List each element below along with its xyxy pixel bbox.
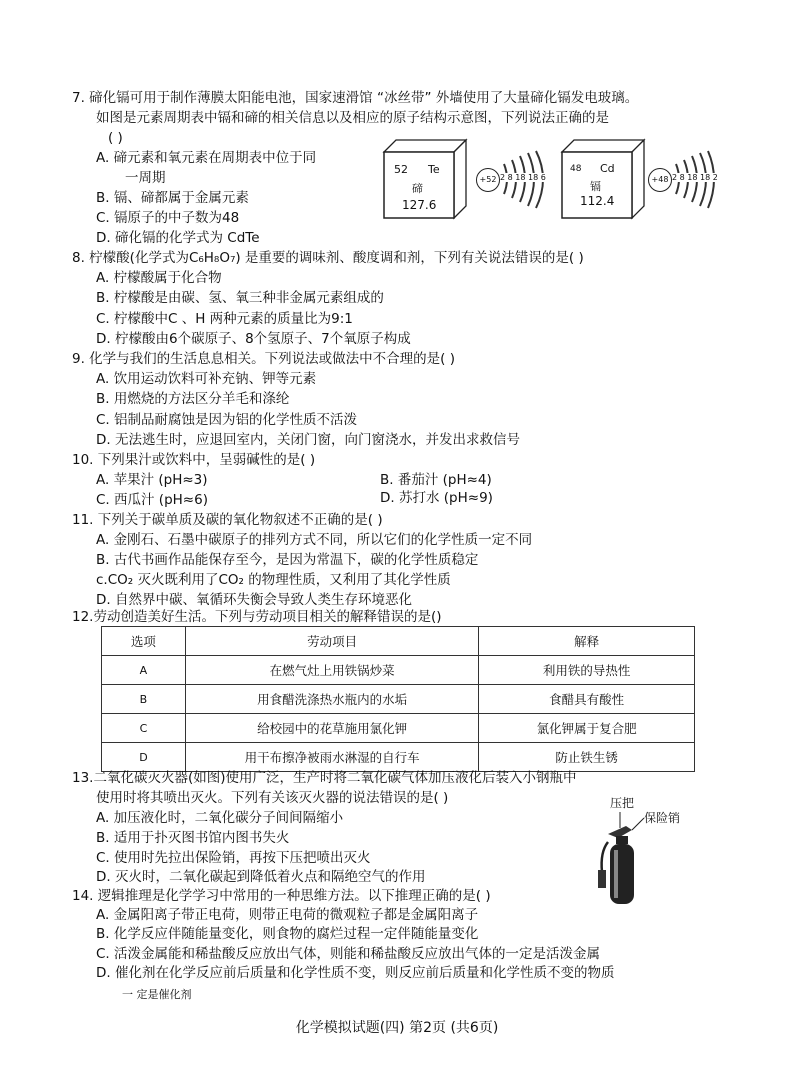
q11-option-d: D. 自然界中碳、氧循环失衡会导致人类生存环境恶化	[96, 592, 412, 608]
q11-stem: 11. 下列关于碳单质及碳的氧化物叙述不正确的是( )	[72, 512, 383, 528]
te-mass: 127.6	[402, 198, 437, 212]
q13-option-d: D. 灭火时，二氧化碳起到降低着火点和隔绝空气的作用	[96, 869, 426, 885]
q14-option-a: A. 金属阳离子带正电荷，则带正电荷的微观粒子都是金属阳离子	[96, 907, 479, 923]
q14-option-d: D. 催化剂在化学反应前后质量和化学性质不变，则反应前后质量和化学性质不变的物质	[96, 965, 615, 981]
header-project: 劳动项目	[185, 627, 478, 656]
q14-option-d-cont: 一 定是催化剂	[122, 988, 192, 1001]
table-row	[102, 685, 695, 714]
safety-pin-label: 保险销	[644, 811, 681, 825]
tellurium-cell	[380, 136, 470, 220]
q8-option-b: B. 柠檬酸是由碳、氢、氧三种非金属元素组成的	[96, 290, 384, 306]
q8-stem: 8. 柠檬酸(化学式为C₆H₈O₇) 是重要的调味剂、酸度调和剂，下列有关说法错误的是( )	[72, 250, 584, 266]
q7-option-d: D. 碲化镉的化学式为 CdTe	[96, 230, 260, 246]
cadmium-cell	[558, 136, 648, 220]
q7-option-c: C. 镉原子的中子数为48	[96, 210, 240, 226]
labor-table	[101, 626, 695, 772]
te-symbol: Te	[428, 163, 440, 176]
row-project: 在燃气灶上用铁锅炒菜	[185, 656, 478, 685]
q10-option-b: B. 番茄汁 (pH≈4)	[380, 472, 492, 488]
q10-stem: 10. 下列果汁或饮料中，呈弱碱性的是( )	[72, 452, 316, 468]
page-footer: 化学模拟试题(四) 第2页 (共6页)	[295, 1020, 499, 1036]
tellurium-atom-diagram	[474, 150, 554, 210]
q12-stem: 12.劳动创造美好生活。下列与劳动项目相关的解释错误的是()	[72, 609, 442, 625]
element-figure	[372, 136, 722, 220]
q13-option-c: C. 使用时先拉出保险销，再按下压把喷出灭火	[96, 850, 371, 866]
q7-option-a: A. 碲元素和氧元素在周期表中位于同	[96, 150, 317, 166]
q13-line2: 使用时将其喷出灭火。下列有关该灭火器的说法错误的是( )	[96, 790, 449, 806]
row-option: D	[102, 743, 186, 772]
table-header-row	[102, 627, 695, 656]
header-option: 选项	[102, 627, 186, 656]
table-row	[102, 714, 695, 743]
row-explanation: 利用铁的导热性	[479, 656, 695, 685]
row-explanation: 防止铁生锈	[479, 743, 695, 772]
q13-option-b: B. 适用于扑灭图书馆内图书失火	[96, 830, 290, 846]
q7-line2: 如图是元素周期表中镉和碲的相关信息以及相应的原子结构示意图，下列说法正确的是	[96, 110, 609, 126]
q14-option-b: B. 化学反应伴随能量变化，则食物的腐烂过程一定伴随能量变化	[96, 926, 479, 942]
q9-option-a: A. 饮用运动饮料可补充钠、钾等元素	[96, 371, 317, 387]
row-option: A	[102, 656, 186, 685]
q7-option-a-cont: 一周期	[125, 170, 166, 186]
cd-atomic-number: 48	[570, 164, 582, 174]
cd-mass: 112.4	[580, 194, 615, 208]
q14-stem: 14. 逻辑推理是化学学习中常用的一种思维方法。以下推理正确的是( )	[72, 888, 491, 904]
q8-option-a: A. 柠檬酸属于化合物	[96, 270, 222, 286]
q9-option-c: C. 铝制品耐腐蚀是因为铝的化学性质不活泼	[96, 412, 358, 428]
q9-option-b: B. 用燃烧的方法区分羊毛和涤纶	[96, 391, 290, 407]
row-option: C	[102, 714, 186, 743]
fire-extinguisher-icon	[596, 792, 716, 907]
cd-symbol: Cd	[600, 162, 615, 175]
row-project: 用干布擦净被雨水淋湿的自行车	[185, 743, 478, 772]
q10-option-a: A. 苹果汁 (pH≈3)	[96, 472, 208, 488]
cd-name: 镉	[590, 180, 601, 193]
table-row	[102, 743, 695, 772]
cd-shells: 2 8 18 18 2	[672, 173, 718, 182]
row-explanation: 氯化钾属于复合肥	[479, 714, 695, 743]
row-project: 给校园中的花草施用氯化钾	[185, 714, 478, 743]
te-atomic-number: 52	[394, 163, 408, 176]
fire-extinguisher-figure	[596, 792, 716, 907]
handle-label: 压把	[610, 796, 635, 810]
table-row	[102, 656, 695, 685]
q10-option-d: D. 苏打水 (pH≈9)	[380, 490, 493, 506]
q14-option-c: C. 活泼金属能和稀盐酸反应放出气体，则能和稀盐酸反应放出气体的一定是活泼金属	[96, 946, 601, 962]
te-name: 碲	[412, 182, 423, 195]
q7-line1: 7. 碲化镉可用于制作薄膜太阳能电池，国家速滑馆 “冰丝带” 外墙使用了大量碲化镉发电玻璃。	[72, 90, 639, 106]
q8-option-d: D. 柠檬酸由6个碳原子、8个氢原子、7个氧原子构成	[96, 331, 411, 347]
row-option: B	[102, 685, 186, 714]
row-project: 用食醋洗涤热水瓶内的水垢	[185, 685, 478, 714]
q11-option-a: A. 金刚石、石墨中碳原子的排列方式不同，所以它们的化学性质一定不同	[96, 532, 533, 548]
q10-option-c: C. 西瓜汁 (pH≈6)	[96, 492, 208, 508]
q11-option-c: c.CO₂ 灭火既利用了CO₂ 的物理性质，又利用了其化学性质	[96, 572, 451, 588]
q11-option-b: B. 古代书画作品能保存至今，是因为常温下，碳的化学性质稳定	[96, 552, 479, 568]
q7-option-b: B. 镉、碲都属于金属元素	[96, 190, 249, 206]
q9-option-d: D. 无法逃生时，应退回室内，关闭门窗，向门窗浇水，并发出求救信号	[96, 432, 520, 448]
row-explanation: 食醋具有酸性	[479, 685, 695, 714]
q8-option-c: C. 柠檬酸中C 、H 两种元素的质量比为9:1	[96, 311, 353, 327]
cd-nucleus: +48	[648, 168, 672, 192]
q13-line1: 13.二氧化碳灭火器(如图)使用广泛，生产时将二氧化碳气体加压液化后装入小钢瓶中	[72, 770, 577, 786]
q13-option-a: A. 加压液化时，二氧化碳分子间间隔缩小	[96, 810, 344, 826]
q7-answer-paren: ( )	[108, 130, 123, 146]
header-explanation: 解释	[479, 627, 695, 656]
te-nucleus: +52	[476, 168, 500, 192]
cadmium-atom-diagram	[648, 150, 722, 210]
q9-stem: 9. 化学与我们的生活息息相关。下列说法或做法中不合理的是( )	[72, 351, 455, 367]
te-shells: 2 8 18 18 6	[500, 173, 546, 182]
